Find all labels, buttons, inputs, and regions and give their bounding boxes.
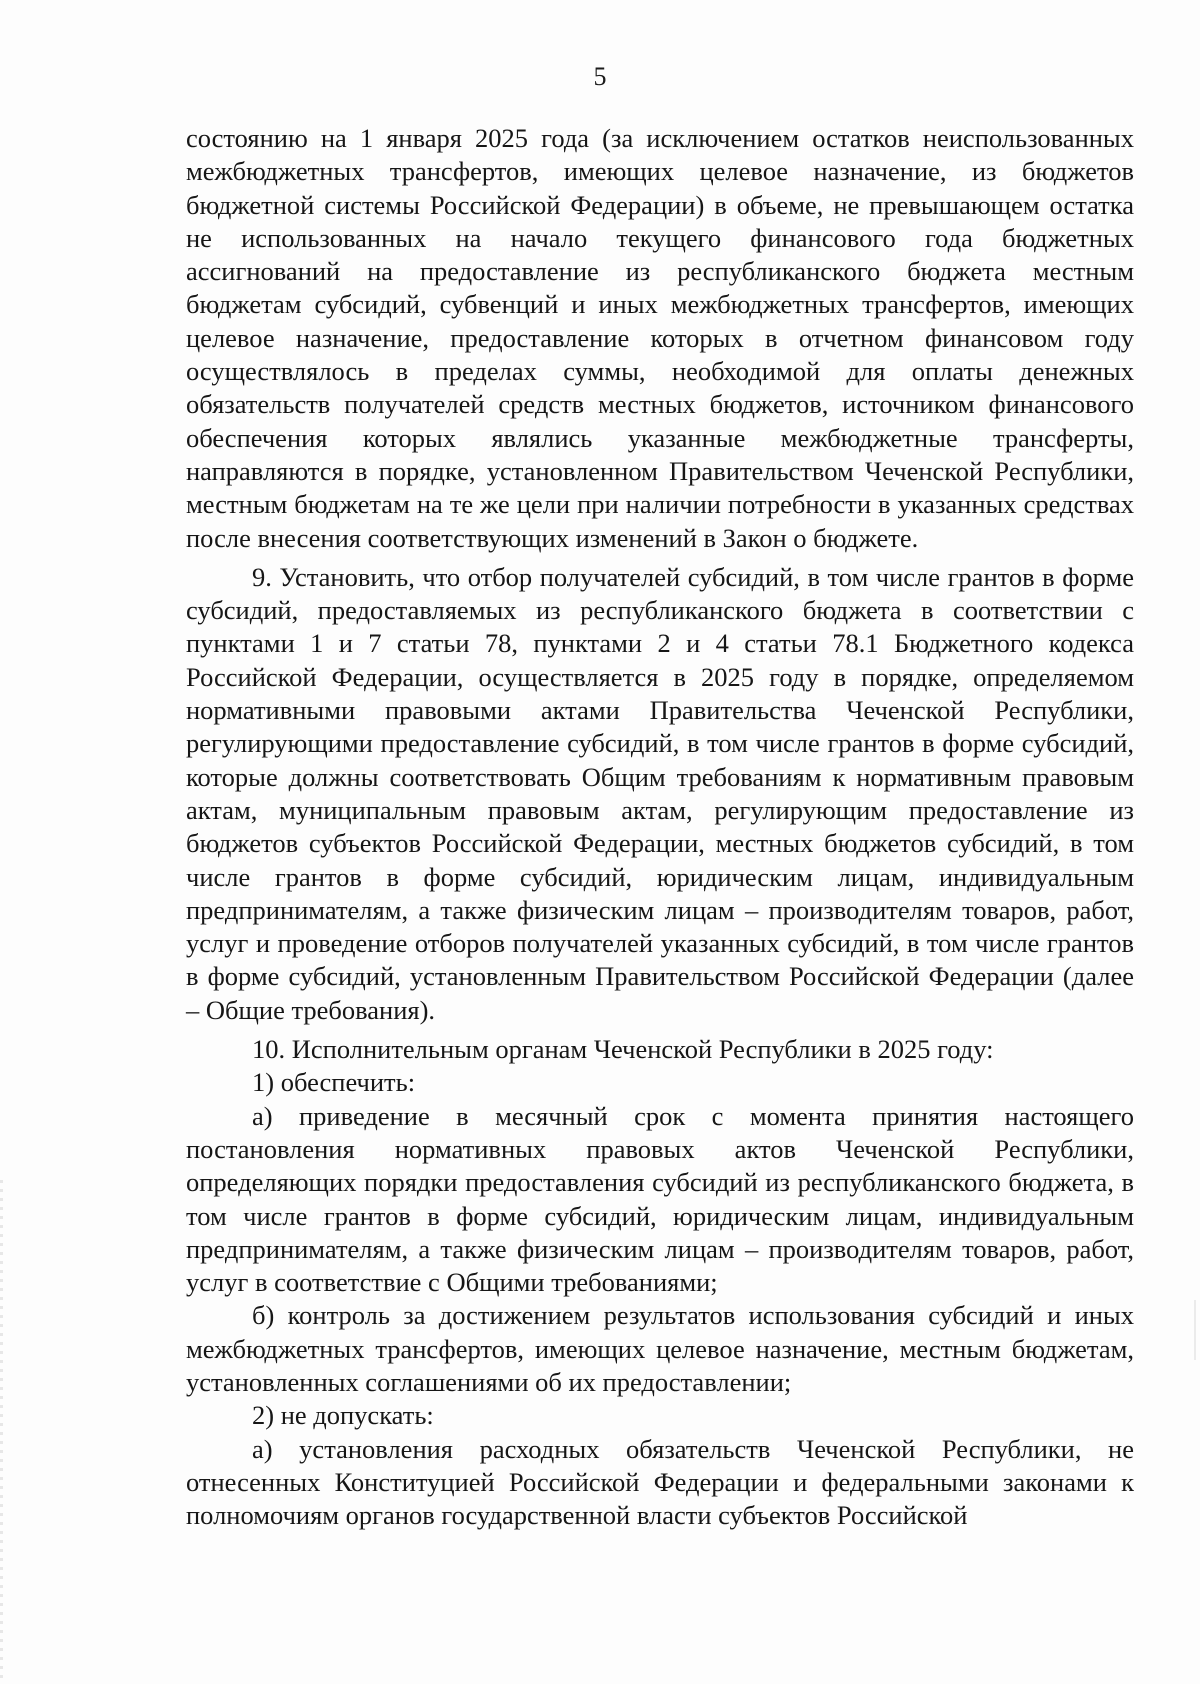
scan-edge-artifact [0,1180,3,1680]
paragraph-continuation: состоянию на 1 января 2025 года (за исключением остатков неиспользованных межбюджетных трансфертов, имеющих целевое назначение, из бюджетов бюджетной системы Российской Федерации) в объеме, не превышающем остатка не использованных на начало текущего финансового года бюджетных ассигнований на предоставление из республиканского бюджета местным бюджетам субсидий, субвенций и иных межбюджетных трансфертов, имеющих целевое назначение, предоставление которых в отчетном финансовом году осуществлялось в пределах суммы, необходимой для оплаты денежных обязательств получателей средств местных бюджетов, источником финансового обеспечения которых являлись указанные межбюджетные трансферты, направляются в порядке, установленном Правительством Чеченской Республики, местным бюджетам на те же цели при наличии потребности в указанных средствах после внесения соответствующих изменений в Закон о бюджете. [186,123,1134,553]
subitem-1: 1) обеспечить: [252,1067,416,1098]
subitem-1-a: а) приведение в месячный срок с момента принятия настоящего постановления нормативных правовых актов Чеченской Республики, определяющих порядки предоставления субсидий из республиканского бюджета, в том числе грантов в форме субсидий, юридическим лицам, индивидуальным предпринимателям, а также физическим лицам – производителям товаров, работ, услуг в соответствие с Общими требованиями; [186,1100,1134,1298]
subitem-2-a: а) установления расходных обязательств Чеченской Республики, не отнесенных Конституцией Российской Федерации и федеральными законами к полномочиям органов государственной власти субъектов Российской [186,1433,1134,1531]
document-body [186,122,1134,1532]
paragraph-item-10: 10. Исполнительным органам Чеченской Республики в 2025 году: [252,1034,994,1065]
page-number: 5 [593,62,607,91]
subitem-2: 2) не допускать: [252,1400,434,1431]
scan-mark-artifact [1194,1300,1196,1360]
subitem-1-b: б) контроль за достижением результатов использования субсидий и иных межбюджетных трансфертов, имеющих целевое назначение, местным бюджетам, установленных соглашениями об их предоставлении; [186,1300,1134,1397]
paragraph-item-9: 9. Установить, что отбор получателей субсидий, в том числе грантов в форме субсидий, предоставляемых из республиканского бюджета в соответствии с пунктами 1 и 7 статьи 78, пунктами 2 и 4 статьи 78.1 Бюджетного кодекса Российской Федерации, осуществляется в 2025 году в порядке, определяемом нормативными правовыми актами Правительства Чеченской Республики, регулирующими предоставление субсидий, в том числе грантов в форме субсидий, которые должны соответствовать Общим требованиям к нормативным правовым актам, муниципальным правовым актам, регулирующим предоставление из бюджетов субъектов Российской Федерации, местных бюджетов субсидий, в том числе грантов в форме субсидий, юридическим лицам, индивидуальным предпринимателям, а также физическим лицам – производителям товаров, работ, услуг и проведение отборов получателей указанных субсидий, в том числе грантов в форме субсидий, установленным Правительством Российской Федерации (далее – Общие требования). [186,561,1134,1025]
